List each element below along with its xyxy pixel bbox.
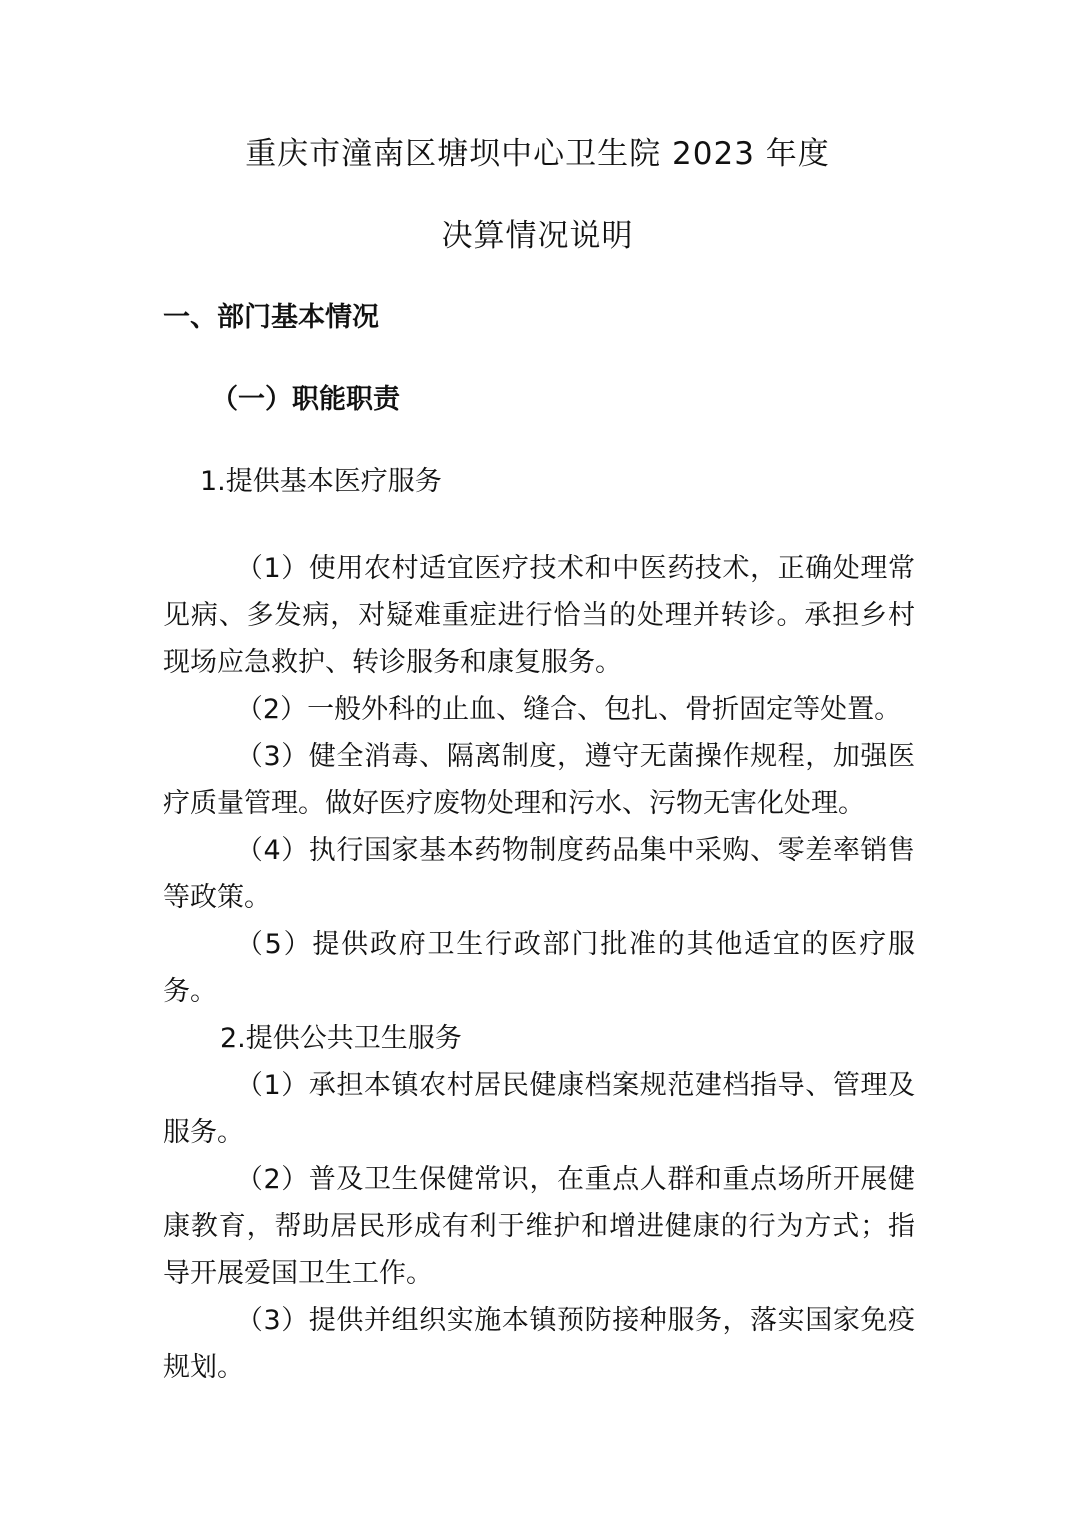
paragraph-public-health-1: （1）承担本镇农村居民健康档案规范建档指导、管理及服务。	[163, 1070, 915, 1148]
paragraph-medical-5: （5）提供政府卫生行政部门批准的其他适宜的医疗服务。	[163, 929, 915, 1007]
document-title-line-1: 重庆市潼南区塘坝中心卫生院 2023 年度	[245, 136, 830, 172]
item-heading-medical-services: 1.提供基本医疗服务	[200, 466, 442, 497]
paragraph-public-health-2: （2）普及卫生保健常识，在重点人群和重点场所开展健康教育，帮助居民形成有利于维护和增进健康的行为方式；指导开展爱国卫生工作。	[163, 1164, 915, 1289]
paragraph-medical-1: （1）使用农村适宜医疗技术和中医药技术，正确处理常见病、多发病，对疑难重症进行恰当的处理并转诊。承担乡村现场应急救护、转诊服务和康复服务。	[163, 553, 915, 678]
paragraph-medical-4: （4）执行国家基本药物制度药品集中采购、零差率销售等政策。	[163, 835, 915, 913]
document-title-line-2: 决算情况说明	[441, 218, 634, 254]
paragraph-medical-3: （3）健全消毒、隔离制度，遵守无菌操作规程，加强医疗质量管理。做好医疗废物处理和污水、污物无害化处理。	[163, 741, 915, 819]
section-heading-basic-info: 一、部门基本情况	[163, 302, 379, 333]
item-heading-public-health: 2.提供公共卫生服务	[220, 1023, 462, 1054]
paragraph-public-health-3: （3）提供并组织实施本镇预防接种服务，落实国家免疫规划。	[163, 1305, 915, 1383]
paragraph-medical-2: （2）一般外科的止血、缝合、包扎、骨折固定等处置。	[235, 694, 902, 725]
subsection-heading-duties: （一）职能职责	[211, 384, 400, 415]
